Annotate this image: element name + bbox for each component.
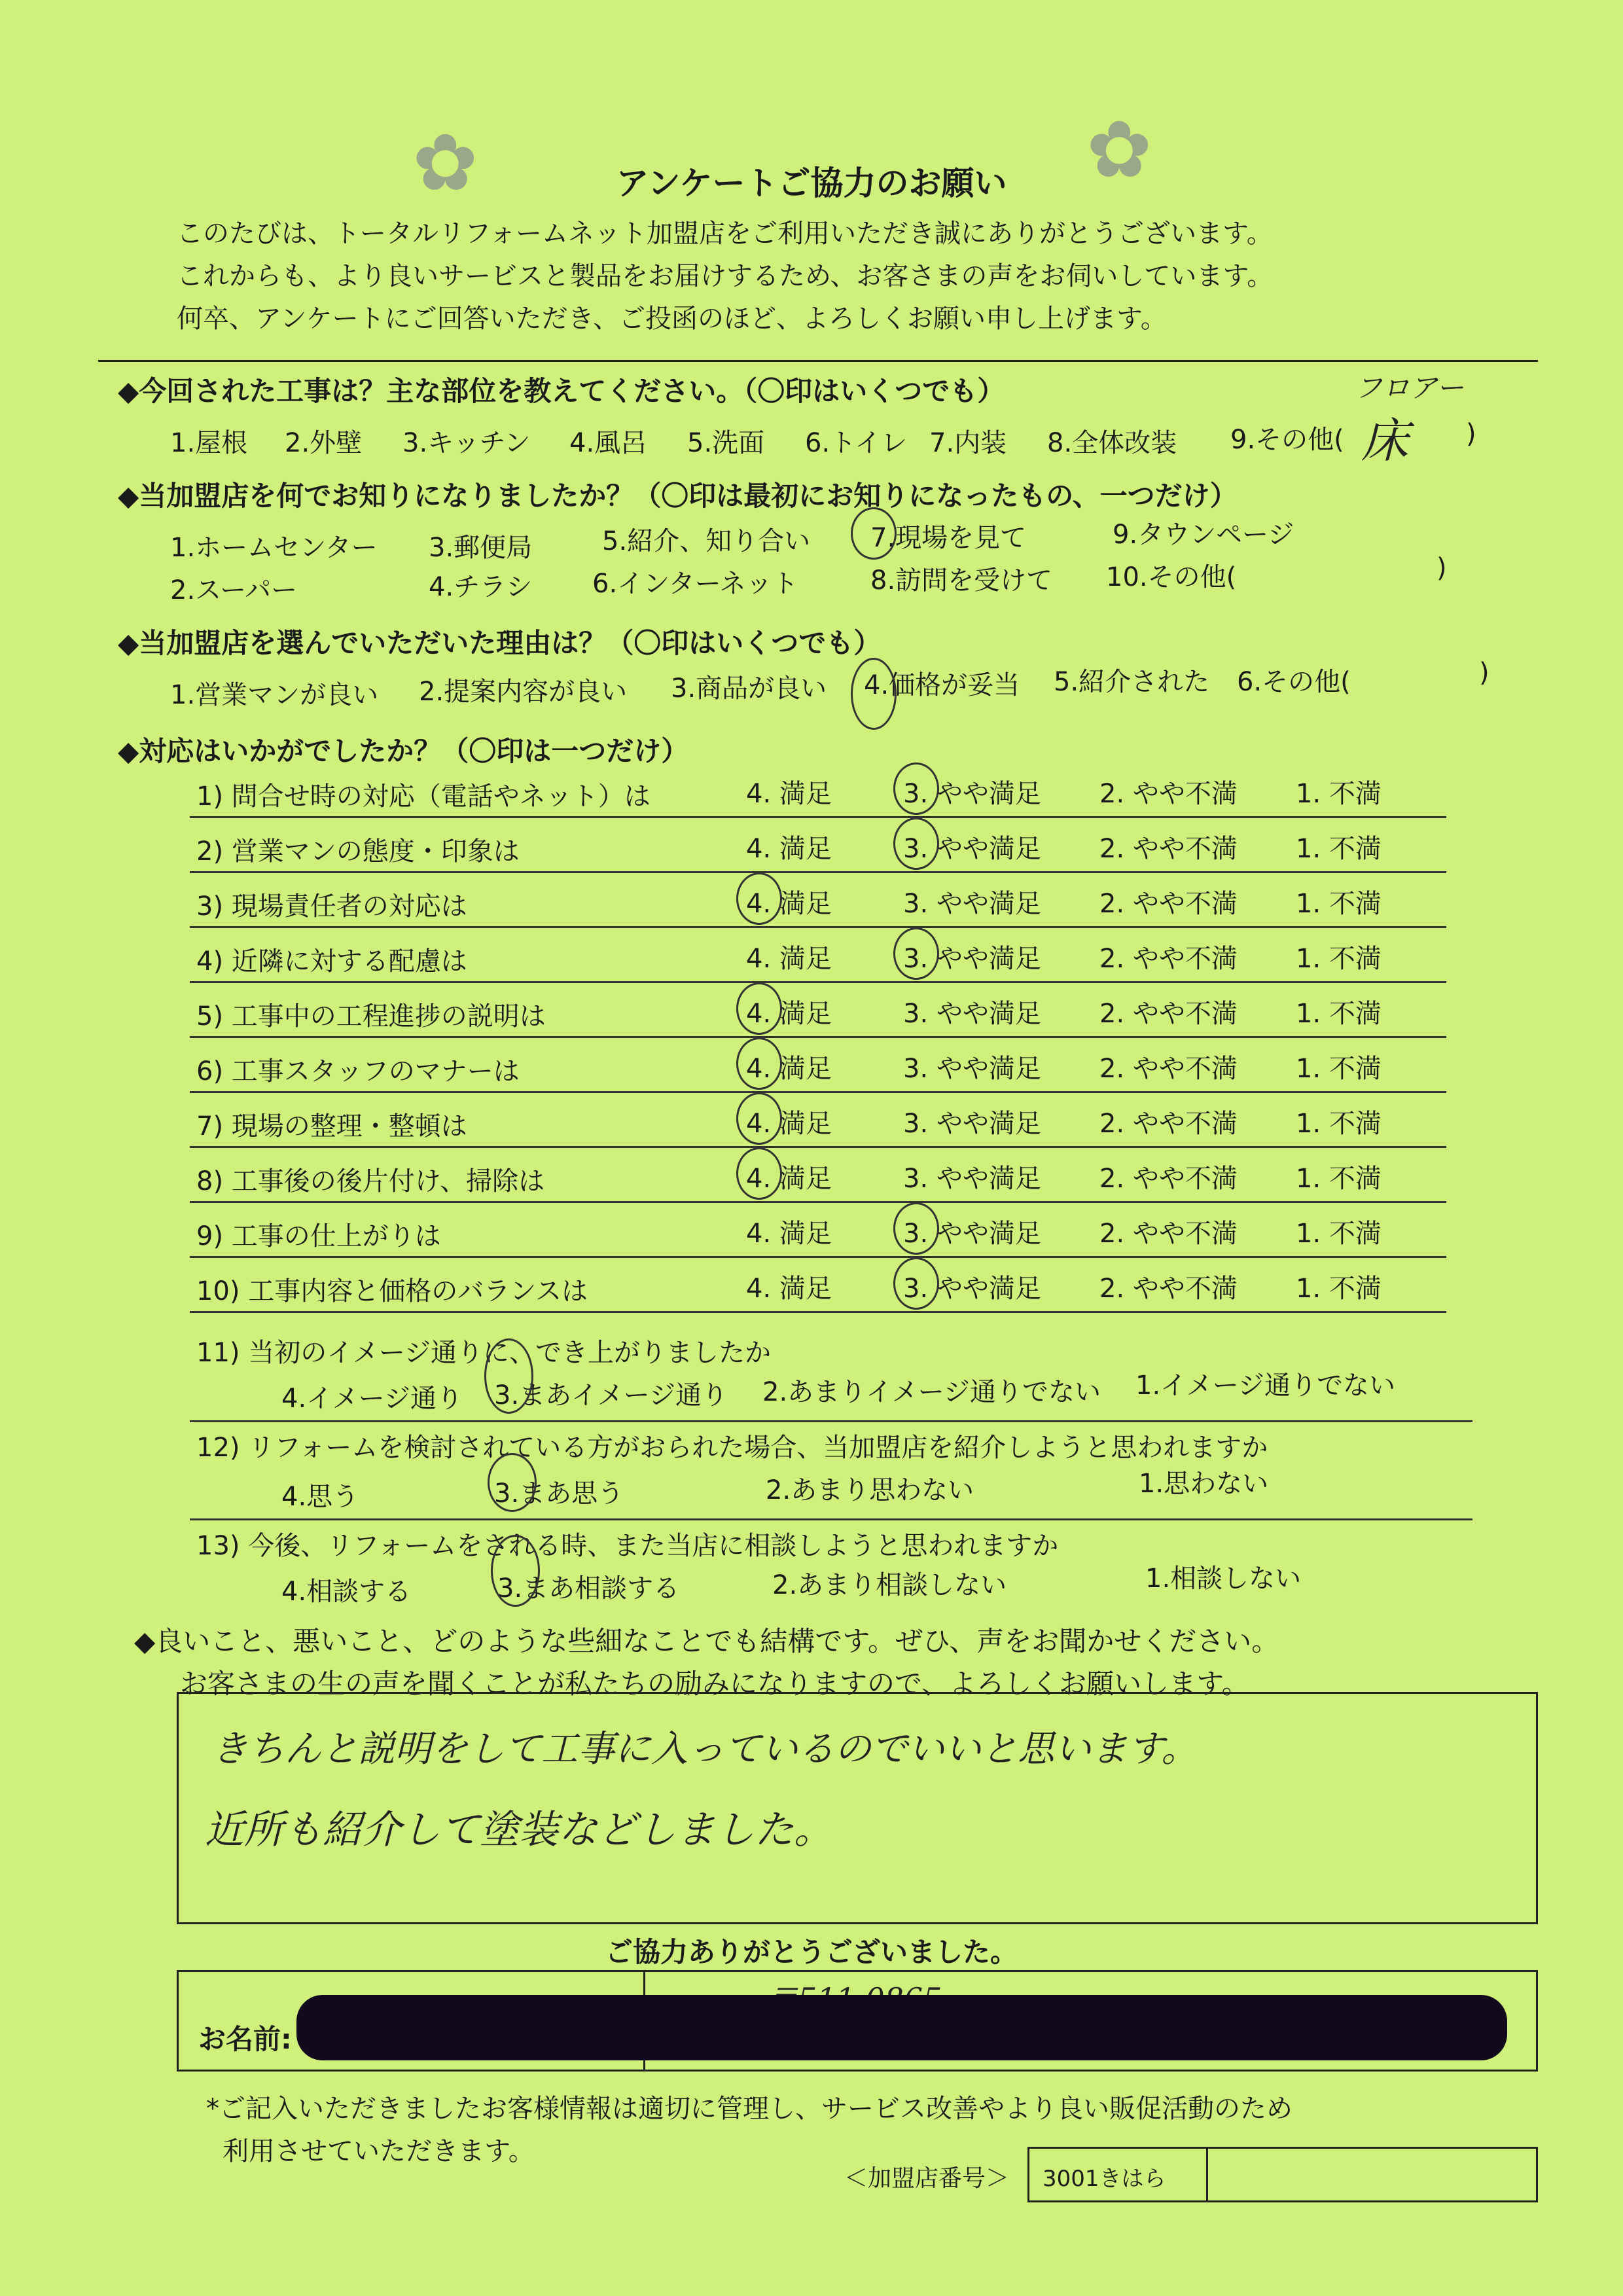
q1-option: 4.風呂: [569, 428, 647, 458]
q3-option: 4.価格が妥当: [864, 670, 1020, 700]
q1-option: 9.その他(: [1230, 425, 1344, 455]
q12-label: 12) リフォームを検討されている方がおられた場合、当加盟店を紹介しようと思われますか: [196, 1433, 1268, 1463]
divider: [1206, 2149, 1208, 2202]
divider: [190, 1311, 1446, 1313]
q4-row-label: 3) 現場責任者の対応は: [196, 891, 467, 922]
q3-option: 3.商品が良い: [671, 673, 827, 704]
q2-option: 7.現場を見て: [870, 523, 1027, 553]
q4-scale-option: 2. やや不満: [1099, 999, 1238, 1029]
privacy-note-2: 利用させていただきます。: [223, 2136, 535, 2166]
divider: [190, 1036, 1446, 1038]
divider: [190, 1091, 1446, 1093]
q2-option: ): [1436, 553, 1447, 583]
q2-option: 5.紹介、知り合い: [602, 526, 811, 556]
q11-option: 4.イメージ通り: [281, 1384, 463, 1414]
q12-option: 3.まあ思う: [494, 1479, 624, 1509]
q4-label: ◆対応はいかがでしたか？（〇印は一つだけ）: [118, 735, 689, 767]
q3-answer-circle: [851, 658, 897, 730]
q2-option: 3.郵便局: [429, 533, 533, 563]
q4-scale-option: 1. 不満: [1296, 1219, 1382, 1249]
q11-option: 2.あまりイメージ通りでない: [762, 1377, 1101, 1407]
q2-option: 4.チラシ: [429, 572, 533, 602]
q1-option: 8.全体改装: [1047, 428, 1177, 458]
q1-option: 7.内装: [929, 428, 1007, 458]
q4-row-label: 7) 現場の整理・整頓は: [196, 1111, 467, 1141]
q4-answer-circle: [893, 762, 939, 815]
q4-scale-option: 4. 満足: [746, 999, 832, 1029]
q3-option: 5.紹介された: [1054, 667, 1210, 697]
customer-info-box: [177, 1970, 1538, 2072]
flower-right-icon: ✿: [1086, 105, 1152, 196]
q12-answer-circle: [488, 1453, 537, 1512]
q2-option: 10.その他(: [1106, 562, 1237, 592]
q4-scale-option: 3. やや満足: [903, 1054, 1041, 1084]
q4-answer-circle: [736, 872, 782, 925]
member-number-box: [1027, 2147, 1538, 2202]
q13-option: 2.あまり相談しない: [772, 1570, 1007, 1600]
q2-label: ◆当加盟店を何でお知りになりましたか？（〇印は最初にお知りになったもの、一つだけ）: [118, 480, 1238, 512]
q4-scale-option: 4. 満足: [746, 834, 832, 864]
q4-row-label: 8) 工事後の後片付け、掃除は: [196, 1166, 545, 1196]
q3-option: 1.営業マンが良い: [170, 680, 379, 710]
q4-answer-circle: [736, 1147, 782, 1200]
q1-handwritten-answer: 床: [1361, 413, 1409, 468]
q4-scale-option: 2. やや不満: [1099, 834, 1238, 864]
comments-box: [177, 1692, 1538, 1924]
q4-row-label: 1) 問合せ時の対応（電話やネット）は: [196, 781, 651, 812]
q3-option: 2.提案内容が良い: [419, 677, 628, 707]
divider: [190, 871, 1446, 873]
intro-line-3: 何卒、アンケートにご回答いただき、ご投函のほど、よろしくお願い申し上げます。: [177, 304, 1167, 334]
q4-answer-circle: [736, 1092, 782, 1145]
member-number-label: ＜加盟店番号＞: [844, 2165, 1010, 2192]
q4-scale-option: 3. やや満足: [903, 1109, 1041, 1139]
q3-option: 6.その他(: [1237, 667, 1351, 697]
q4-row-label: 9) 工事の仕上がりは: [196, 1221, 441, 1251]
q1-option: 1.屋根: [170, 428, 248, 458]
q2-option: 2.スーパー: [170, 575, 298, 605]
q4-scale-option: 2. やや不満: [1099, 889, 1238, 919]
q12-option: 1.思わない: [1139, 1469, 1269, 1499]
divider: [190, 981, 1446, 983]
q11-label: 11) 当初のイメージ通りに、でき上がりましたか: [196, 1338, 772, 1368]
q13-option: 1.相談しない: [1145, 1564, 1302, 1594]
q4-scale-option: 4. 満足: [746, 1109, 832, 1139]
q4-row-label: 10) 工事内容と価格のバランスは: [196, 1276, 588, 1306]
comments-label-1: ◆良いこと、悪いこと、どのような些細なことでも結構です。ぜひ、声をお聞かせください。: [134, 1625, 1279, 1657]
q11-option: 1.イメージ通りでない: [1135, 1371, 1395, 1401]
divider: [190, 1201, 1446, 1203]
q4-scale-option: 4. 満足: [746, 1054, 832, 1084]
q2-option: 9.タウンページ: [1113, 520, 1294, 550]
q4-scale-option: 3. やや満足: [903, 834, 1041, 864]
q4-row-label: 2) 営業マンの態度・印象は: [196, 836, 520, 867]
divider: [190, 1256, 1446, 1258]
q4-scale-option: 2. やや不満: [1099, 1109, 1238, 1139]
q4-scale-option: 3. やや満足: [903, 1164, 1041, 1194]
q4-row-label: 4) 近隣に対する配慮は: [196, 946, 467, 977]
q4-answer-circle: [893, 927, 939, 980]
q2-option: 8.訪問を受けて: [870, 565, 1053, 596]
q2-option: 1.ホームセンター: [170, 533, 378, 563]
q4-scale-option: 3. やや満足: [903, 889, 1041, 919]
comments-label-2: お客さまの生の声を聞くことが私たちの励みになりますので、よろしくお願いします。: [180, 1668, 1249, 1700]
divider: [190, 1420, 1472, 1422]
q4-scale-option: 3. やや満足: [903, 779, 1041, 809]
q4-scale-option: 2. やや不満: [1099, 1164, 1238, 1194]
redaction-bar: [296, 1995, 1507, 2060]
divider: [98, 360, 1538, 362]
q11-option: 3.まあイメージ通り: [494, 1380, 728, 1410]
q13-answer-circle: [491, 1535, 540, 1607]
q12-option: 2.あまり思わない: [766, 1475, 974, 1505]
q4-scale-option: 1. 不満: [1296, 779, 1382, 809]
q4-scale-option: 1. 不満: [1296, 1274, 1382, 1304]
q4-row-label: 6) 工事スタッフのマナーは: [196, 1056, 520, 1086]
flower-left-icon: ✿: [412, 118, 478, 209]
q4-scale-option: 2. やや不満: [1099, 1274, 1238, 1304]
divider: [190, 816, 1446, 818]
q2-option: 6.インターネット: [592, 569, 798, 599]
q4-answer-circle: [893, 1257, 939, 1310]
divider: [190, 1146, 1446, 1148]
q13-option: 3.まあ相談する: [497, 1573, 680, 1604]
member-number-value: 3001きはら: [1043, 2166, 1166, 2192]
q4-scale-option: 4. 満足: [746, 1219, 832, 1249]
q4-scale-option: 2. やや不満: [1099, 1054, 1238, 1084]
q1-option: ): [1466, 419, 1476, 449]
q4-scale-option: 3. やや満足: [903, 1219, 1041, 1249]
q4-scale-option: 1. 不満: [1296, 1109, 1382, 1139]
q4-scale-option: 1. 不満: [1296, 1054, 1382, 1084]
intro-line-2: これからも、より良いサービスと製品をお届けするため、お客さまの声をお伺いしています。: [177, 261, 1274, 291]
q4-scale-option: 1. 不満: [1296, 834, 1382, 864]
q4-scale-option: 3. やや満足: [903, 944, 1041, 974]
q4-answer-circle: [893, 817, 939, 870]
q4-scale-option: 1. 不満: [1296, 889, 1382, 919]
q4-scale-option: 4. 満足: [746, 1164, 832, 1194]
q4-scale-option: 2. やや不満: [1099, 1219, 1238, 1249]
q1-option: 6.トイレ: [805, 428, 908, 458]
q11-answer-circle: [484, 1338, 533, 1414]
q1-option: 2.外壁: [285, 428, 363, 458]
q4-scale-option: 4. 満足: [746, 944, 832, 974]
q1-option: 5.洗面: [687, 428, 765, 458]
q1-option: 3.キッチン: [402, 428, 531, 458]
q13-option: 4.相談する: [281, 1577, 412, 1607]
q4-scale-option: 2. やや不満: [1099, 779, 1238, 809]
q13-label: 13) 今後、リフォームをされる時、また当店に相談しようと思われますか: [196, 1531, 1059, 1561]
thanks-text: ご協力ありがとうございました。: [605, 1936, 1018, 1968]
comment-line-2: 近所も紹介して塗装などしました。: [205, 1807, 833, 1853]
q4-answer-circle: [736, 1037, 782, 1090]
q4-scale-option: 2. やや不満: [1099, 944, 1238, 974]
privacy-note-1: *ご記入いただきましたお客様情報は適切に管理し、サービス改善やより良い販促活動のため: [206, 2094, 1293, 2124]
q4-scale-option: 3. やや満足: [903, 999, 1041, 1029]
q4-scale-option: 1. 不満: [1296, 944, 1382, 974]
intro-line-1: このたびは、トータルリフォームネット加盟店をご利用いただき誠にありがとうございます。: [177, 219, 1273, 249]
q3-label: ◆当加盟店を選んでいただいた理由は？（〇印はいくつでも）: [118, 627, 882, 659]
q12-option: 4.思う: [281, 1482, 359, 1512]
divider: [190, 1518, 1472, 1520]
q4-scale-option: 4. 満足: [746, 1274, 832, 1304]
q4-row-label: 5) 工事中の工程進捗の説明は: [196, 1001, 546, 1031]
q4-answer-circle: [736, 982, 782, 1035]
name-label: お名前:: [198, 2023, 292, 2055]
divider: [190, 926, 1446, 928]
comment-line-1: きちんと説明をして工事に入っているのでいいと思います。: [211, 1728, 1198, 1770]
q4-answer-circle: [893, 1202, 939, 1255]
survey-title: アンケートご協力のお願い: [616, 164, 1007, 202]
q4-scale-option: 3. やや満足: [903, 1274, 1041, 1304]
q1-label: ◆今回された工事は？主な部位を教えてください。（〇印はいくつでも）: [118, 375, 1005, 407]
q4-scale-option: 4. 満足: [746, 889, 832, 919]
q1-handwritten-reading: フロアー: [1355, 372, 1464, 404]
q4-scale-option: 1. 不満: [1296, 1164, 1382, 1194]
q4-scale-option: 4. 満足: [746, 779, 832, 809]
q3-option: ): [1479, 658, 1489, 688]
q2-answer-circle: [851, 507, 897, 560]
q4-scale-option: 1. 不満: [1296, 999, 1382, 1029]
